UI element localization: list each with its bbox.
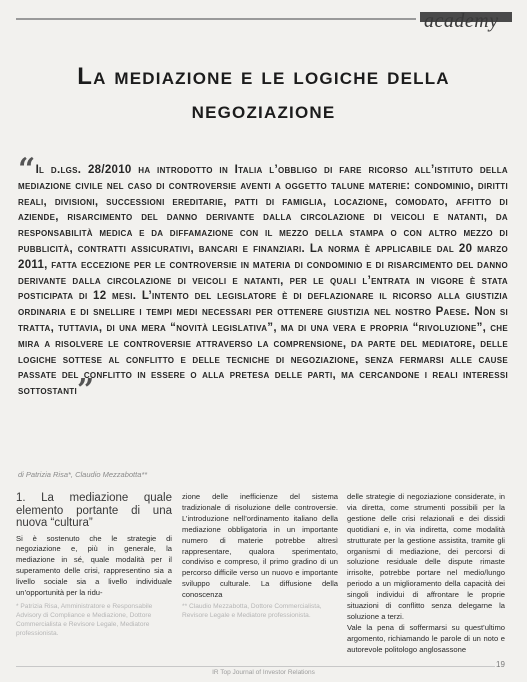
column-1 bbox=[16, 492, 172, 599]
section-heading: 1. La mediazione quale elemento portante di una nuova “cultura” bbox=[16, 492, 172, 529]
header-rule bbox=[16, 18, 416, 20]
page-number: 19 bbox=[496, 660, 505, 669]
journal-name: IR Top Journal of Investor Relations bbox=[212, 669, 315, 676]
column-3-text: delle strategie di negoziazione considerate, in via diretta, come strumenti possibili per la gestione delle crisi relazionali e dei dissidi quotidiani e, in via indiretta, come modalità strutturate per la gestione assistita, tramite gli organismi di mediazione, dei percorsi di soluzione residuale delle dispute rimaste irrisolte, potrebbe portare nel medio/lungo periodo a un miglioramento della capacità dei singoli individui di affrontare le proprie situazioni di conflitto senza delegarne la soluzione a terzi. bbox=[347, 492, 505, 621]
open-quote-icon: “ bbox=[18, 152, 36, 187]
byline: di Patrizia Risa*, Claudio Mezzabotta** bbox=[18, 470, 148, 479]
column-2-text: zione delle inefficienze del sistema tradizionale di risoluzione delle controversie. L’introduzione nell’ordinamento italiano della mediazione obbligatoria in un importante numero di materie potrebbe altresì rappresentare, qualora sperimentato, condiviso e compreso, il primo gradino di un percorso difficile verso un nuovo e importante sviluppo culturale. La diffusione della conoscenza bbox=[182, 492, 338, 600]
lead-text: Il d.lgs. 28/2010 ha introdotto in Italia l’obbligo di fare ricorso all’istituto della mediazione civile nel caso di controversie aventi a oggetto talune materie: condominio, diritti reali, divisioni, successioni ereditarie, patti di famiglia, locazione, comodato, affitto di aziende, risarcimento del danno derivante dalla circolazione di veicoli e natanti, da responsabilità medica e da diffamazione con il mezzo della stampa o con altro mezzo di pubblicità, contratti assicurativi, bancari e finanziari. La norma è applicabile dal 20 marzo 2011, fatta eccezione per le controversie in materia di condominio e di risarcimento del danno derivante dalla circolazione di veicoli e natanti, per le quali l’entrata in vigore è stata posticipata di 12 mesi. L’intento del legislatore è di deflazionare il ricorso alla giustizia ordinaria e di snellire i tempi medi necessari per ottenere giustizia nel nostro Paese. Non si tratta, tuttavia, di una mera “novità legislativa”, ma di una vera e propria “rivoluzione”, che mira a risolvere le controversie attraverso la comprensione, da parte del mediatore, delle logiche sottese al conflitto e delle tecniche di negoziazione, senza fermarsi alle cause passate del conflitto in essere o alla pretesa delle parti, ma cercandone i reali interessi sottostanti bbox=[18, 164, 508, 398]
footer-rule bbox=[16, 666, 495, 667]
column-3 bbox=[347, 492, 505, 656]
footnote-author-1: * Patrizia Risa, Amministratore e Responsabile Advisory di Compliance e Mediazione, Dottore Commercialista e Revisore Legale, Mediatore professionista. bbox=[16, 603, 153, 637]
article-title: La mediazione e le logiche della negoziazione bbox=[77, 63, 450, 124]
column-1-text: Si è sostenuto che le strategie di negoziazione e, più in generale, la mediazione in sé, quale modalità per il superamento delle crisi, rappresentino sia a livello sociale sia a livello individuale un’opportunità per la ridu- bbox=[16, 533, 172, 598]
footnote-author-2: ** Claudio Mezzabotta, Dottore Commercialista, Revisore Legale e Mediatore professionista. bbox=[182, 603, 322, 619]
column-3-text-2: Vale la pena di soffermarsi su quest’ultimo argomento, richiamando le parole di un noto e autorevole politologo anglosassone bbox=[347, 622, 505, 654]
lead-paragraph bbox=[18, 152, 508, 409]
column-2 bbox=[182, 492, 338, 601]
academy-logo: academy bbox=[424, 10, 499, 32]
close-quote-icon: ” bbox=[77, 373, 95, 409]
